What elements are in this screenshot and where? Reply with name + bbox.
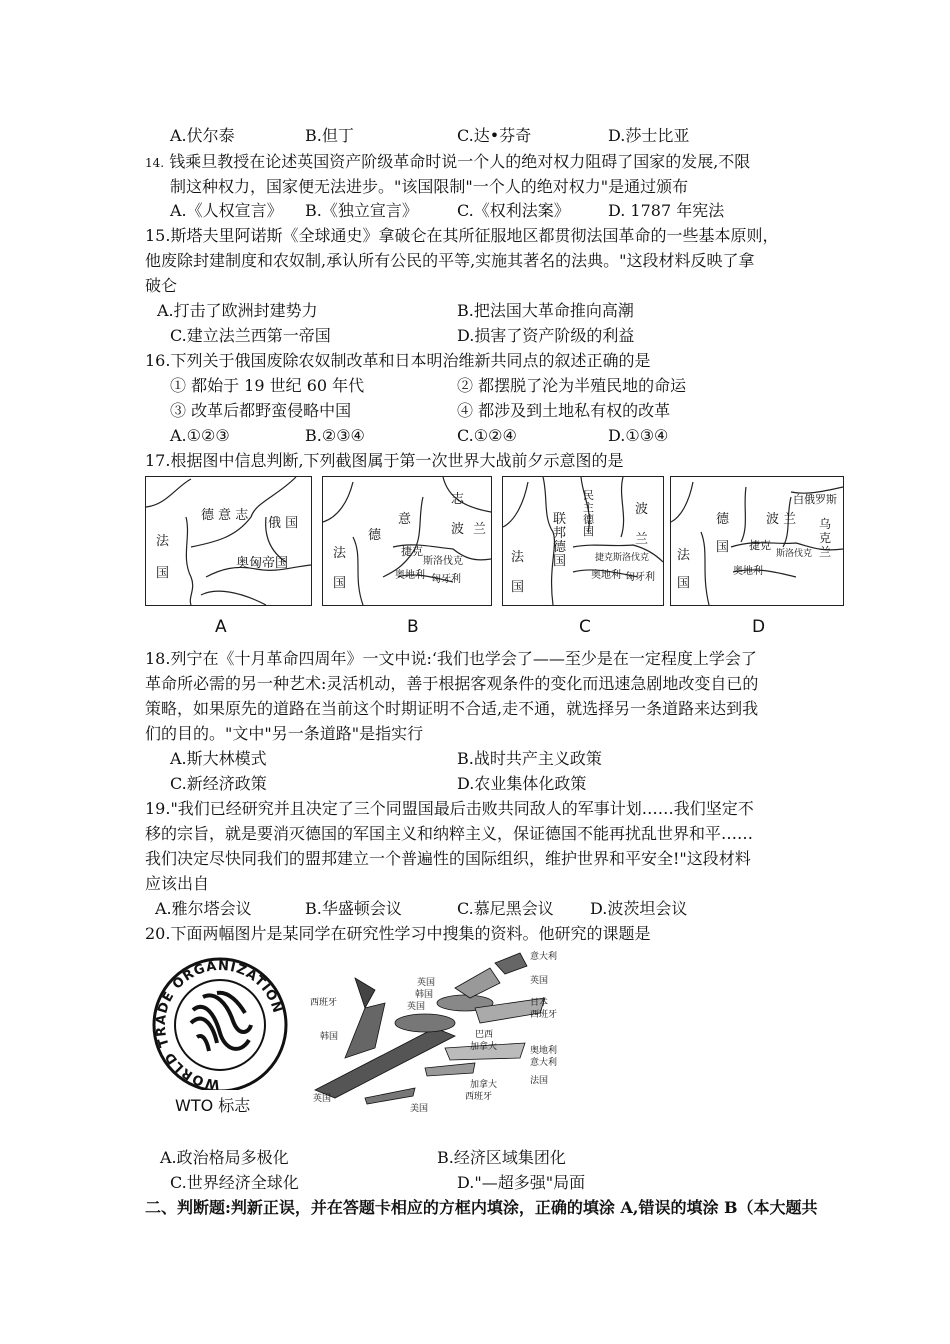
- plane-label-1: 意大利: [530, 952, 558, 962]
- plane-label-13: 意大利: [530, 1058, 558, 1068]
- q14-option-a: A.《人权宣言》: [170, 201, 283, 220]
- plane-label-3: 英国: [417, 978, 436, 988]
- q18-option-d: D.农业集体化政策: [457, 774, 587, 793]
- plane-label-7: 日本: [530, 998, 549, 1008]
- plane-label-8: 西班牙: [530, 1010, 558, 1020]
- plane-label-5: 英国: [407, 1002, 426, 1012]
- map-c-label-6: 邦: [553, 526, 567, 541]
- q15-option-a: A.打击了欧洲封建势力: [157, 301, 318, 320]
- map-c-label-1: 民: [583, 489, 594, 502]
- plane-label-18: 美国: [410, 1104, 429, 1114]
- q18-option-b: B.战时共产主义政策: [457, 749, 602, 768]
- map-d-label-germany-2: 国: [716, 540, 730, 555]
- map-b-label-10: 奥地利: [395, 570, 425, 581]
- airplane-parts-image: [305, 948, 575, 1116]
- plane-label-12: 奥地利: [530, 1046, 558, 1056]
- q16-option-a: A.①②③: [170, 426, 230, 445]
- map-a-borders: [146, 477, 311, 605]
- map-d-label-ukraine-2: 克: [819, 531, 832, 545]
- map-a-label-austria-hungary: 奥匈帝国: [236, 556, 289, 571]
- map-c-label-8: 国: [553, 554, 567, 569]
- map-b-label-9: 斯洛伐克: [423, 556, 463, 567]
- map-c-label-11: 法: [511, 550, 525, 565]
- q19-stem-line3: 我们决定尽快同我们的盟邦建立一个普遍性的国际组织，维护世界和平安全!"这段材料: [145, 849, 751, 868]
- plane-label-11: 加拿大: [470, 1042, 498, 1052]
- map-d-label-poland: 波 兰: [766, 512, 797, 527]
- q19-stem-line1: 19."我们已经研究并且决定了三个同盟国最后击败共同敌人的军事计划……我们坚定不: [145, 799, 754, 818]
- map-a-caption: A: [215, 617, 227, 637]
- q17-stem: 17.根据图中信息判断,下列截图属于第一次世界大战前夕示意图的是: [145, 451, 624, 470]
- map-c-label-5: 联: [553, 512, 567, 527]
- q20-option-d: D."—超多强"局面: [457, 1173, 586, 1192]
- map-d-label-austria: 奥地利: [733, 566, 763, 577]
- map-a-label-france-2: 国: [156, 566, 170, 581]
- q14-stem-line2: 制这种权力，国家便无法进步。"该国限制"一个人的绝对权力"是通过颁布: [170, 177, 689, 196]
- q16-item-2: ② 都摆脱了沦为半殖民地的命运: [457, 376, 687, 395]
- q13-option-d: D.莎士比亚: [608, 126, 690, 145]
- q16-item-4: ④ 都涉及到土地私有权的改革: [457, 401, 671, 420]
- map-c-label-13: 捷克斯洛伐克: [595, 553, 650, 563]
- q19-option-c: C.慕尼黑会议: [457, 899, 554, 918]
- map-b-label-5: 德: [368, 528, 382, 543]
- plane-label-16: 西班牙: [465, 1092, 493, 1102]
- map-d-label-france-1: 法: [677, 548, 691, 563]
- q13-option-c: C.达•芬奇: [457, 126, 532, 145]
- plane-label-10: 巴西: [475, 1030, 494, 1040]
- map-d: [670, 476, 844, 606]
- map-c-label-12: 国: [511, 580, 525, 595]
- wto-logo: [145, 955, 295, 1090]
- q14-option-d: D. 1787 年宪法: [608, 201, 725, 220]
- map-b-label-1: 志: [451, 492, 465, 507]
- q19-option-d: D.波茨坦会议: [590, 899, 688, 918]
- map-c-label-15: 匈牙利: [625, 572, 655, 583]
- wto-ring-text: WORLD TRADE ORGANIZATION: [153, 958, 285, 1090]
- map-d-label-ukraine-3: 兰: [819, 545, 832, 559]
- map-c-label-4: 国: [583, 525, 594, 538]
- plane-label-17: 英国: [313, 1094, 332, 1104]
- q16-option-c: C.①②④: [457, 426, 517, 445]
- plane-label-15: 加拿大: [470, 1080, 498, 1090]
- plane-label-6: 西班牙: [310, 998, 338, 1008]
- map-b-label-8: 捷克: [401, 545, 423, 558]
- map-b-label-6: 法: [333, 546, 347, 561]
- map-c-label-2: 主: [583, 501, 594, 514]
- map-c-label-7: 德: [553, 540, 567, 555]
- map-c-label-14: 奥地利: [591, 570, 621, 581]
- q16-item-1: ① 都始于 19 世纪 60 年代: [170, 376, 365, 395]
- q15-option-d: D.损害了资产阶级的利益: [457, 326, 635, 345]
- map-b-borders: [323, 477, 491, 605]
- map-b-label-4: 兰: [473, 522, 487, 537]
- map-b: [322, 476, 492, 606]
- q18-stem-line4: 们的目的。"文中"另一条道路"是指实行: [145, 724, 424, 743]
- q16-item-3: ③ 改革后都野蛮侵略中国: [170, 401, 352, 420]
- q18-stem-line2: 革命所必需的另一种艺术:灵活机动，善于根据客观条件的变化而迅速急剧地改变自已的: [145, 674, 759, 693]
- q16-stem: 16.下列关于俄国废除农奴制改革和日本明治维新共同点的叙述正确的是: [145, 351, 651, 370]
- q16-option-d: D.①③④: [608, 426, 669, 445]
- map-b-label-7: 国: [333, 576, 347, 591]
- q20-option-c: C.世界经济全球化: [170, 1173, 299, 1192]
- q15-option-c: C.建立法兰西第一帝国: [170, 326, 331, 345]
- q15-stem-line3: 破仑: [145, 276, 178, 295]
- map-a-label-russia: 俄 国: [268, 516, 299, 531]
- map-b-label-11: 匈牙利: [431, 574, 461, 585]
- map-c-caption: C: [579, 617, 591, 637]
- map-b-caption: B: [407, 617, 419, 637]
- q13-option-a: A.伏尔泰: [170, 126, 235, 145]
- wto-caption: WTO 标志: [175, 1096, 251, 1115]
- map-b-label-3: 波: [451, 522, 465, 537]
- q15-stem-line1: 15.斯塔夫里阿诺斯《全球通史》拿破仑在其所征服地区都贯彻法国革命的一些基本原则，: [145, 226, 779, 245]
- wto-logo-image: [145, 955, 295, 1115]
- map-c-label-10: 兰: [635, 532, 649, 547]
- q20-option-b: B.经济区域集团化: [437, 1148, 566, 1167]
- map-c-label-9: 波: [635, 502, 649, 517]
- q18-stem-line1: 18.列宁在《十月革命四周年》一文中说:‘我们也学会了——至少是在一定程度上学会了: [145, 649, 757, 668]
- plane-label-2: 英国: [530, 976, 549, 986]
- map-d-label-germany-1: 德: [716, 512, 730, 527]
- map-a: [145, 476, 312, 606]
- plane-label-9: 韩国: [320, 1032, 339, 1042]
- plane-label-4: 韩国: [415, 990, 434, 1000]
- q19-option-a: A.雅尔塔会议: [155, 899, 252, 918]
- q18-stem-line3: 策略，如果原先的道路在当前这个时期证明不合适,走不通，就选择另一条道路来达到我: [145, 699, 759, 718]
- q19-stem-line4: 应该出自: [145, 874, 210, 893]
- map-d-label-czech: 捷克: [749, 539, 771, 552]
- section2-heading: 二、判断题:判新正误，并在答题卡相应的方框内填涂，正确的填涂 A,错误的填涂 B（本大题共: [145, 1198, 818, 1217]
- q15-stem-line2: 他废除封建制度和农奴制,承认所有公民的平等,实施其著名的法典。"这段材料反映了拿: [145, 251, 755, 270]
- map-d-label-belarus: 白俄罗斯: [793, 493, 837, 506]
- q15-option-b: B.把法国大革命推向高潮: [457, 301, 634, 320]
- q20-option-a: A.政治格局多极化: [160, 1148, 289, 1167]
- q14-stem-line1: [145, 151, 750, 174]
- q19-option-b: B.华盛顿会议: [305, 899, 402, 918]
- map-a-label-france-1: 法: [156, 534, 170, 549]
- q14-text-line1: 钱乘旦教授在论述英国资产阶级革命时说一个人的绝对权力阻碍了国家的发展,不限: [169, 152, 751, 171]
- q18-option-a: A.斯大林模式: [170, 749, 267, 768]
- plane-label-14: 法国: [530, 1076, 549, 1086]
- map-c-label-3: 德: [583, 513, 594, 526]
- q19-stem-line2: 移的宗旨，就是要消灭德国的军国主义和纳粹主义，保证德国不能再扰乱世界和平……: [145, 824, 754, 843]
- q14-number: 14.: [145, 156, 165, 170]
- q14-option-b: B.《独立宣言》: [305, 201, 418, 220]
- map-a-label-germany: 德 意 志: [201, 508, 249, 523]
- q20-stem: 20.下面两幅图片是某同学在研究性学习中搜集的资料。他研究的课题是: [145, 924, 651, 943]
- map-c: [502, 476, 664, 606]
- map-b-label-2: 意: [398, 512, 412, 527]
- q13-option-b: B.但丁: [305, 126, 354, 145]
- q18-option-c: C.新经济政策: [170, 774, 267, 793]
- map-d-label-slovakia: 斯洛伐克: [776, 549, 813, 559]
- map-d-caption: D: [752, 617, 766, 637]
- q16-option-b: B.②③④: [305, 426, 365, 445]
- map-d-label-france-2: 国: [677, 576, 691, 591]
- q14-option-c: C.《权利法案》: [457, 201, 570, 220]
- map-d-label-ukraine-1: 乌: [819, 517, 832, 531]
